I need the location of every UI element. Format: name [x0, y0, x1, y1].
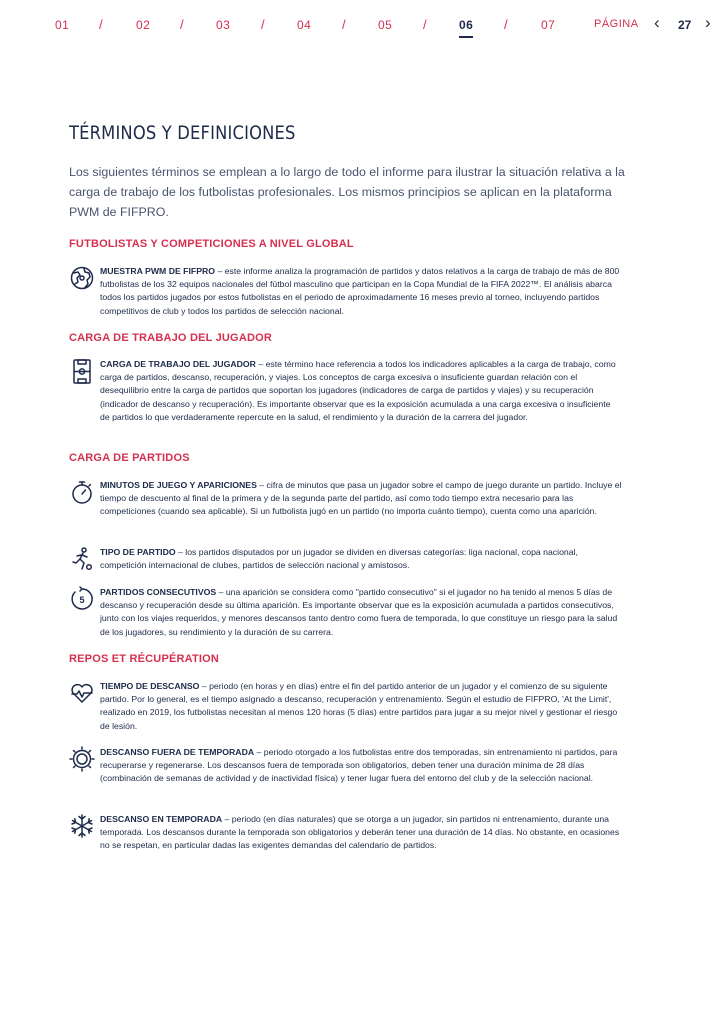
- definition-term: TIPO DE PARTIDO: [100, 547, 176, 557]
- nav-separator: /: [261, 17, 265, 32]
- definition-term: PARTIDOS CONSECUTIVOS: [100, 587, 217, 597]
- definition-term: MINUTOS DE JUEGO Y APARICIONES: [100, 480, 257, 490]
- definition-text: [100, 813, 622, 853]
- definition-text: [100, 479, 622, 519]
- pitch-icon: [69, 358, 95, 384]
- definition-description: – este término hace referencia a todos los indicadores aplicables a la carga de trabajo, como carga de partidos, descanso, recuperación, y viajes. Los conceptos de carga excesiva o insuficiente guardan relación con el desequilibrio entre la carga de partidos que soportan los jugadores (indicadores de carga de partidos y viajes) y su recuperación (indicador de descanso y recuperación). Es importante observar que es la exposición acumulada a una carga excesiva o insuficiente de partidos lo que verdaderamente repercute en la salud, el rendimiento y la duración de la carrera del jugador.: [100, 359, 616, 422]
- section-heading-rest-recovery: REPOS ET RÉCUPÉRATION: [69, 653, 220, 665]
- five-days-label: 5: [79, 595, 85, 605]
- nav-item-05[interactable]: 05: [378, 18, 393, 32]
- definition-description: – periodo otorgado a los futbolistas entre dos temporadas, sin entrenamiento ni partidos, para recuperarse y regenerarse. Los descansos fuera de temporada son obligatorios, deben tener una duración mínima de 28 días (combinación de semanas de actividad y de inactividad física) y tener lugar fuera del entorno del club y de la selección nacional.: [100, 747, 618, 784]
- definition-term: MUESTRA PWM DE FIFPRO: [100, 266, 216, 276]
- nav-item-06-active[interactable]: 06: [459, 18, 474, 32]
- definition-text: [100, 265, 622, 318]
- definition-text: [100, 746, 622, 786]
- definition-term: DESCANSO FUERA DE TEMPORADA: [100, 747, 255, 757]
- nav-separator: /: [423, 17, 427, 32]
- definition-text: [100, 586, 622, 639]
- page-number: 27: [678, 18, 692, 32]
- pagina-label: PÁGINA: [594, 18, 639, 30]
- nav-item-04[interactable]: 04: [297, 18, 312, 32]
- definition-text: [100, 358, 622, 424]
- definition-term: DESCANSO EN TEMPORADA: [100, 814, 223, 824]
- nav-item-01[interactable]: 01: [55, 18, 70, 32]
- nav-item-07[interactable]: 07: [541, 18, 556, 32]
- next-page-icon[interactable]: ›: [705, 13, 711, 32]
- definition-term: TIEMPO DE DESCANSO: [100, 681, 200, 691]
- nav-item-03[interactable]: 03: [216, 18, 231, 32]
- stopwatch-icon: [69, 479, 95, 505]
- definition-description: – una aparición se considera como "partido consecutivo" si el jugador no ha tenido al menos 5 días de descanso y recuperación desde su última aparición. Es importante observar que es la exposición acumulada a partidos consecutivos, junto con los viajes requeridos, y menores descansos tanto dentro como fuera de temporada, lo que constituye un riesgo para la salud de los jugadores, su rendimiento y la duración de su carrera.: [100, 587, 618, 637]
- definition-term: CARGA DE TRABAJO DEL JUGADOR: [100, 359, 256, 369]
- nav-separator: /: [99, 17, 103, 32]
- nav-separator: /: [504, 17, 508, 32]
- top-navigation: [0, 0, 725, 44]
- definition-description: – periodo (en días naturales) que se otorga a un jugador, sin partidos ni entrenamiento, durante una temporada. Los descansos durante la temporada son obligatorios y deberán tener una duración de 14 días. No obstante, en ocasiones no se respetan, en particular dadas las exigentes demandas del calendario de partidos.: [100, 814, 620, 851]
- definition-description: – este informe analiza la programación de partidos y datos relativos a la carga de trabajo de más de 800 futbolistas de los 32 equipos nacionales del fútbol masculino que participan en la Copa Mundial de la FIFA 2022™. El análisis abarca todos los partidos jugados por estos futbolistas en el periodo de aproximadamente 16 meses previo al torneo, incluyendo partidos competitivos de club y todos los partidos de selección nacional.: [100, 266, 620, 316]
- globe-icon: [69, 265, 95, 291]
- definition-text: [100, 680, 622, 733]
- definition-description: – periodo (en horas y en días) entre el fin del partido anterior de un jugador y el comienzo de su siguiente partido. Por lo general, es el tiempo asignado a descanso, recuperación y entrenamiento. Según el estudio de FIFPRO, 'At the Limit', realizado en 2019, los futbolistas necesitan al menos 120 horas (5 días) entre partidos para jugar a su mejor nivel y gestionar el riesgo de lesión.: [100, 681, 618, 731]
- definition-description: – los partidos disputados por un jugador se dividen en diversas categorías: liga nacional, copa nacional, competición internacional de clubes, partidos de selección nacional y amistosos.: [100, 547, 578, 571]
- five-days-icon: [69, 586, 95, 612]
- heart-pulse-icon: [69, 680, 95, 706]
- player-kick-icon: [69, 546, 95, 572]
- intro-paragraph: Los siguientes términos se emplean a lo largo de todo el informe para ilustrar la situación relativa a la carga de trabajo de los futbolistas profesionales. Los mismos principios se aplican en la plataforma PWM de FIFPRO.: [69, 165, 625, 219]
- definition-description: – cifra de minutos que pasa un jugador sobre el campo de juego durante un partido. Incluye el tiempo de descuento al final de la primera y de la segunda parte del partido, así como todo tiempo extra necesario para las competiciones (cuando sea aplicable). Si un futbolista jugó en un partido (no importa cuánto tiempo), cuenta como una aparición.: [100, 480, 622, 517]
- nav-separator: /: [180, 17, 184, 32]
- nav-separator: /: [342, 17, 346, 32]
- section-heading-match-load: CARGA DE PARTIDOS: [69, 452, 190, 464]
- sun-icon: [69, 746, 95, 772]
- prev-page-icon[interactable]: ‹: [654, 13, 660, 32]
- definition-text: [100, 546, 622, 572]
- section-heading-workload: CARGA DE TRABAJO DEL JUGADOR: [69, 332, 273, 344]
- snowflake-icon: [69, 813, 95, 839]
- nav-item-02[interactable]: 02: [136, 18, 151, 32]
- page-title: TÉRMINOS Y DEFINICIONES: [69, 122, 296, 144]
- section-heading-global: FUTBOLISTAS Y COMPETICIONES A NIVEL GLOBAL: [69, 238, 354, 250]
